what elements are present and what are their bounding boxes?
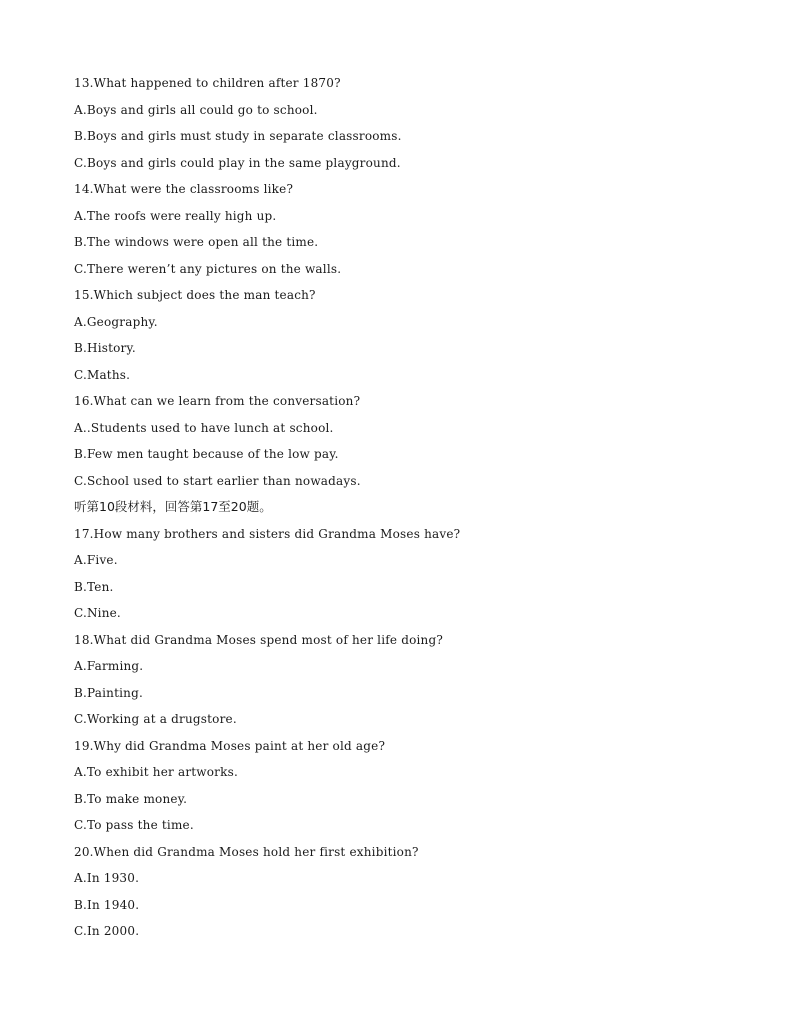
question-13: 13.What happened to children after 1870? [74, 76, 341, 90]
question-19: 19.Why did Grandma Moses paint at her old age? [74, 738, 386, 753]
option-13a: A.Boys and girls all could go to school. [74, 102, 318, 117]
option-20b: B.In 1940. [74, 897, 140, 912]
option-19a: A.To exhibit her artworks. [74, 765, 238, 779]
option-18a: A.Farming. [74, 659, 144, 673]
option-17b: B.Ten. [74, 579, 114, 594]
option-16c: C.School used to start earlier than nowadays. [74, 473, 361, 488]
option-16b: B.Few men taught because of the low pay. [74, 447, 339, 461]
option-18c: C.Working at a drugstore. [74, 712, 237, 726]
option-13b: B.Boys and girls must study in separate classrooms. [74, 129, 402, 143]
option-14c: C.There weren’t any pictures on the walls. [74, 261, 342, 276]
option-14a: A.The roofs were really high up. [74, 208, 277, 223]
option-15c: C.Maths. [74, 367, 131, 382]
section-instruction: 听第10段材料，回答第17至20题。 [74, 499, 272, 514]
question-16: 16.What can we learn from the conversation? [74, 394, 361, 408]
document-page [74, 74, 754, 949]
option-17a: A.Five. [74, 553, 118, 567]
option-15b: B.History. [74, 341, 136, 355]
question-20: 20.When did Grandma Moses hold her first exhibition? [74, 844, 419, 859]
question-15: 15.Which subject does the man teach? [74, 288, 316, 302]
option-17c: C.Nine. [74, 606, 121, 620]
question-14: 14.What were the classrooms like? [74, 182, 294, 196]
option-20c: C.In 2000. [74, 924, 140, 938]
option-18b: B.Painting. [74, 685, 143, 700]
option-19c: C.To pass the time. [74, 818, 194, 832]
question-17: 17.How many brothers and sisters did Grandma Moses have? [74, 526, 461, 541]
question-18: 18.What did Grandma Moses spend most of her life doing? [74, 632, 443, 647]
option-19b: B.To make money. [74, 791, 188, 806]
option-14b: B.The windows were open all the time. [74, 235, 319, 249]
option-13c: C.Boys and girls could play in the same playground. [74, 155, 401, 170]
option-20a: A.In 1930. [74, 871, 140, 885]
option-15a: A.Geography. [74, 314, 158, 329]
option-16a: A..Students used to have lunch at school. [74, 420, 334, 435]
